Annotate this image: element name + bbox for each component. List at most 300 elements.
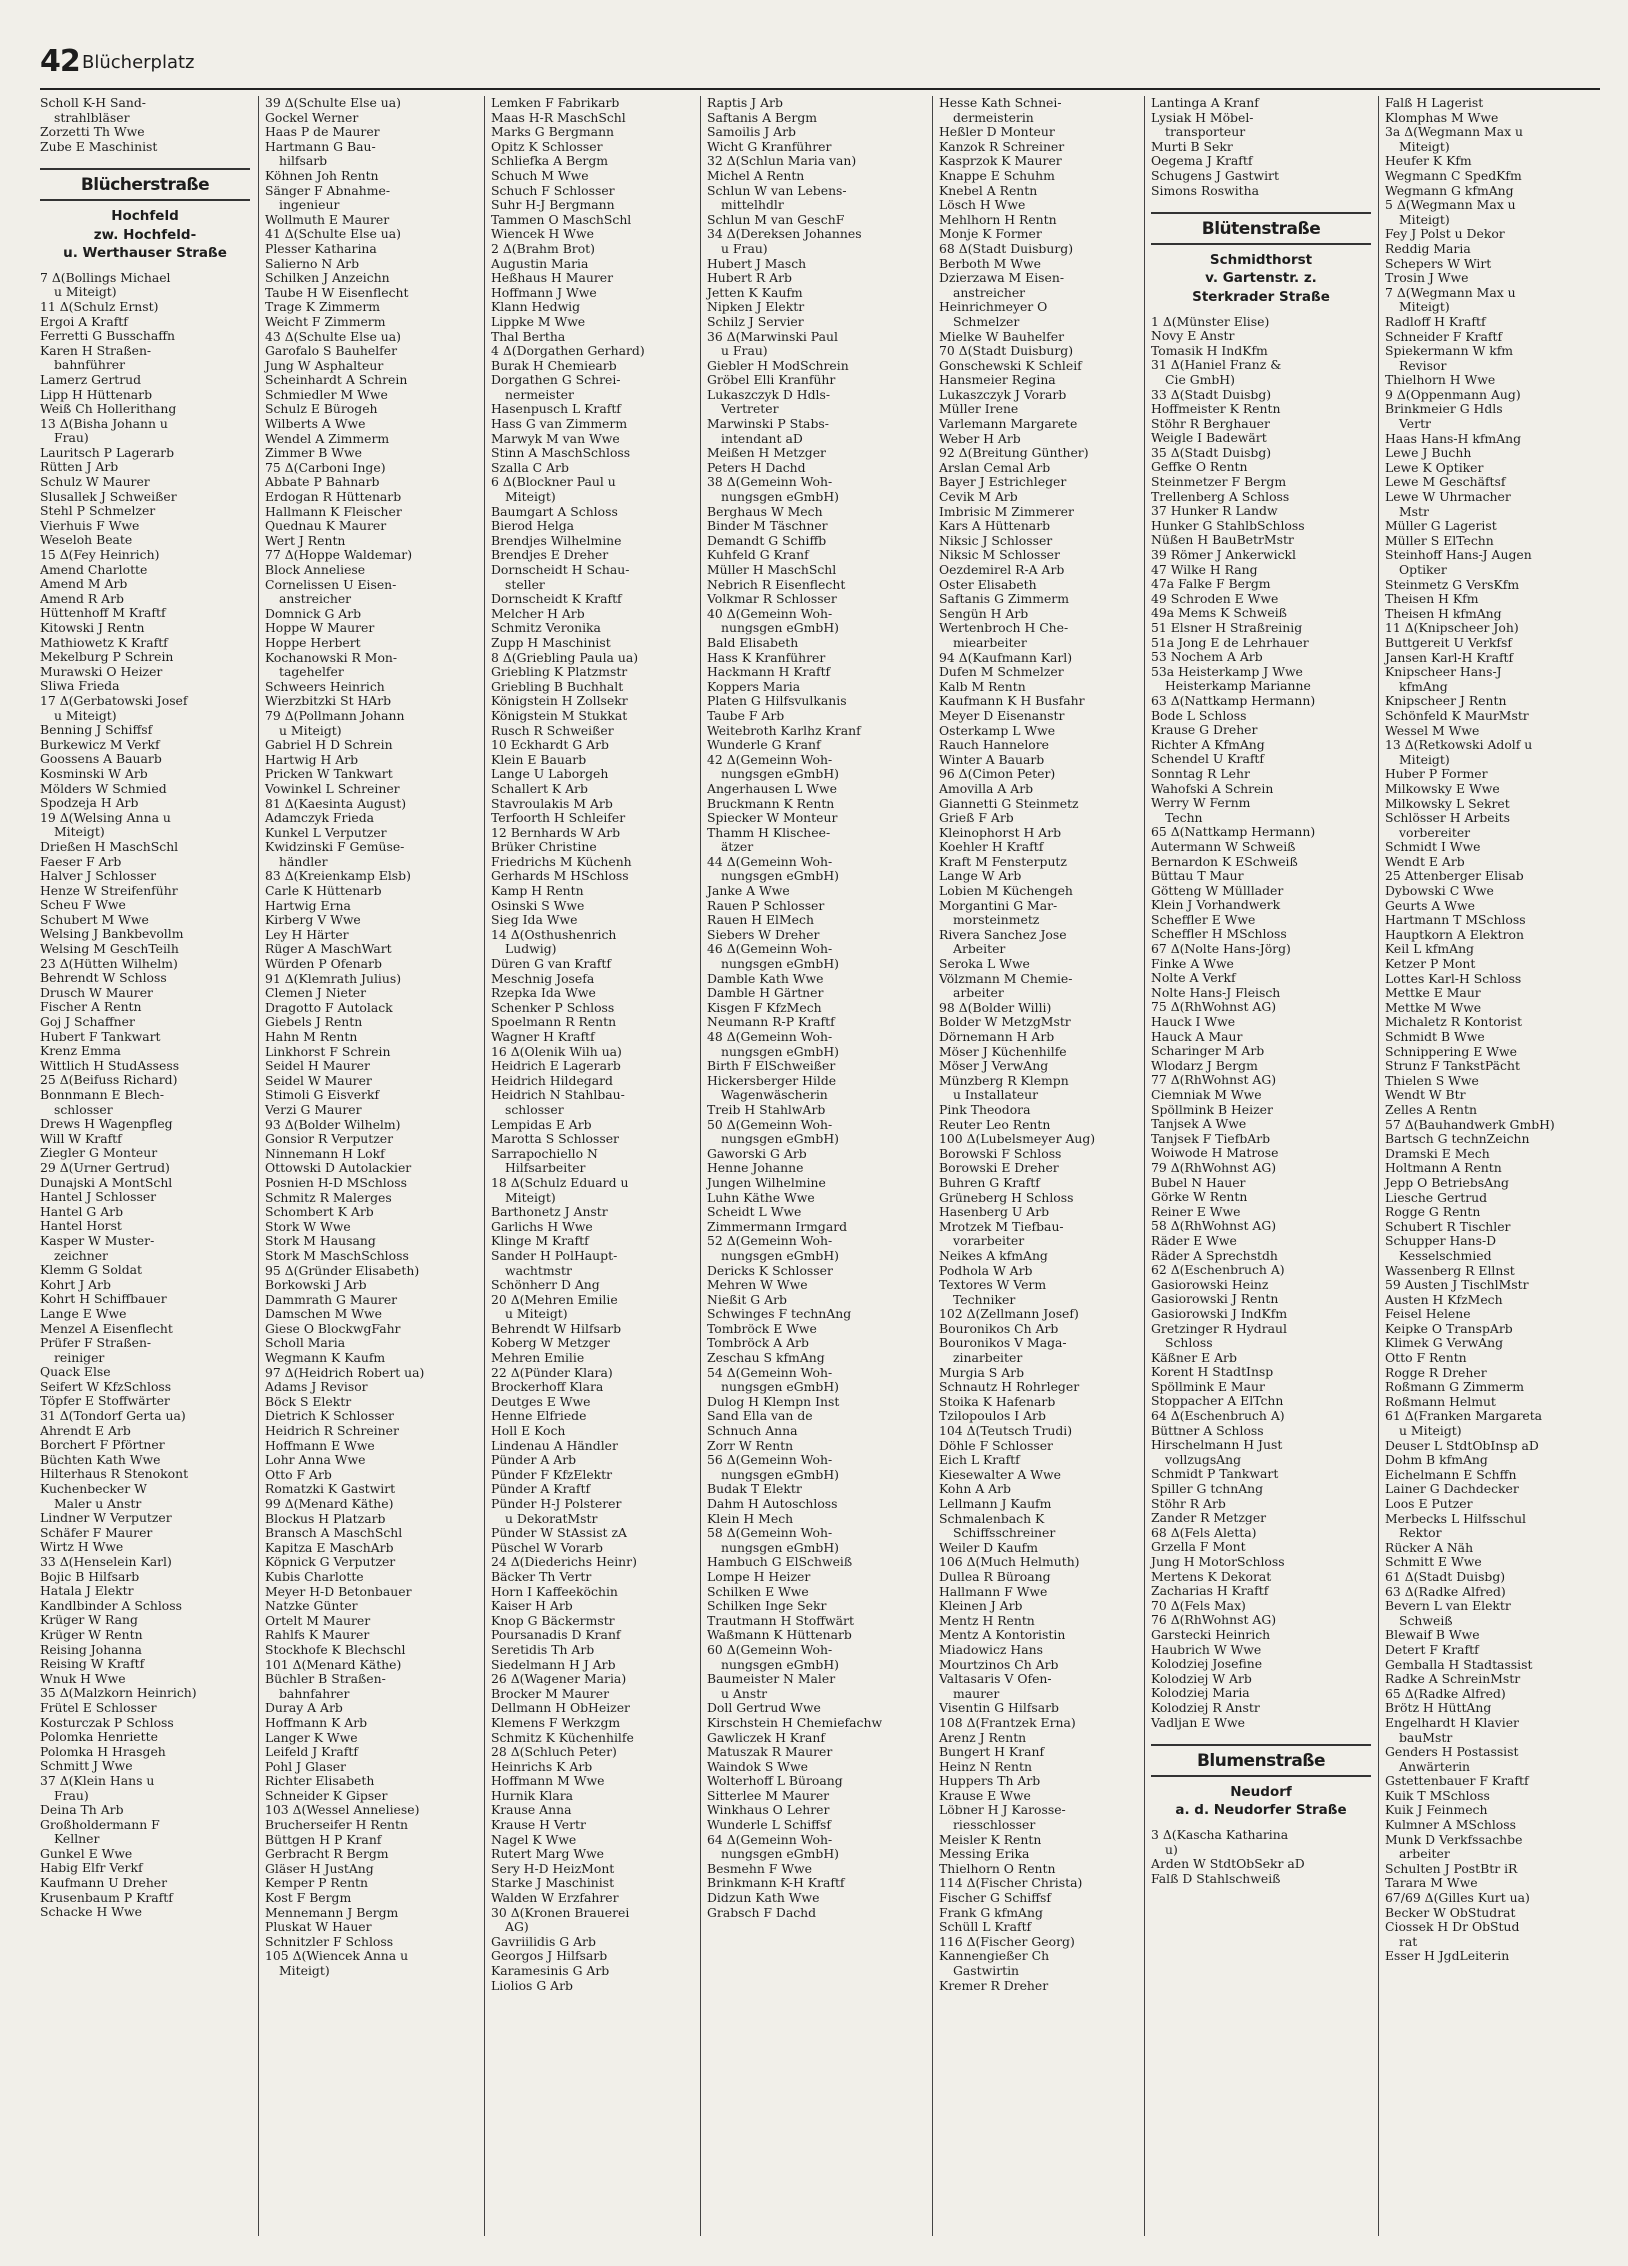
directory-entry: Thielen S Wwe: [1385, 1072, 1479, 1088]
directory-entry: Königstein M Stukkat: [491, 707, 628, 723]
directory-entry: 35 Δ(Stadt Duisbg): [1151, 444, 1272, 460]
directory-entry-continuation: Vertr: [1399, 416, 1431, 432]
directory-entry: Kremer R Dreher: [939, 1977, 1049, 1993]
directory-entry: Lösch H Wwe: [939, 197, 1026, 213]
directory-entry: Kuhfeld G Kranf: [707, 547, 809, 563]
directory-entry: Giebels J Rentn: [265, 1014, 363, 1030]
directory-entry-continuation: schlosser: [505, 1101, 564, 1117]
directory-entry: Kasprzok K Maurer: [939, 153, 1062, 169]
directory-entry: Dietrich K Schlosser: [265, 1408, 394, 1424]
directory-entry-continuation: anstreicher: [279, 591, 352, 607]
directory-entry: Gonschewski K Schleif: [939, 357, 1082, 373]
directory-entry: Döhle F Schlosser: [939, 1437, 1053, 1453]
directory-entry: Kochanowski R Mon-: [265, 649, 398, 665]
directory-entry: Wollmuth E Maurer: [265, 211, 390, 227]
directory-entry: Hantel G Arb: [40, 1203, 124, 1219]
directory-entry: Burkewicz M Verkf: [40, 736, 160, 752]
directory-entry: Mourtzinos Ch Arb: [939, 1656, 1059, 1672]
directory-entry-continuation: Anwärterin: [1399, 1758, 1471, 1774]
directory-entry-continuation: Kellner: [54, 1831, 100, 1847]
directory-entry: Mekelburg P Schrein: [40, 649, 174, 665]
directory-entry: Tammen O MaschSchl: [491, 211, 632, 227]
directory-entry: 77 Δ(Hoppe Waldemar): [265, 547, 413, 563]
directory-entry-continuation: reiniger: [54, 1349, 105, 1365]
directory-entry: 68 Δ(Stadt Duisburg): [939, 240, 1074, 256]
directory-entry: Taube F Arb: [707, 707, 785, 723]
directory-entry-continuation: nungsgen eGmbH): [721, 1656, 839, 1672]
directory-entry: Bubel N Hauer: [1151, 1174, 1246, 1190]
directory-entry: Giese O BlockwgFahr: [265, 1320, 401, 1336]
directory-entry: Schuch F Schlosser: [491, 182, 615, 198]
directory-entry: 99 Δ(Menard Käthe): [265, 1496, 394, 1511]
page-running-title: Blücherplatz: [82, 52, 195, 73]
directory-entry: Lamerz Gertrud: [40, 371, 142, 387]
directory-entry: Walden W Erzfahrer: [491, 1890, 619, 1906]
directory-entry-continuation: händler: [279, 853, 328, 869]
directory-entry: Blockus H Platzarb: [265, 1510, 386, 1526]
directory-entry: Schüll L Kraftf: [939, 1919, 1032, 1935]
directory-entry: 46 Δ(Gemeinn Woh-: [707, 941, 833, 957]
directory-entry: 44 Δ(Gemeinn Woh-: [707, 853, 833, 869]
directory-entry: Griebling K Platzmstr: [491, 664, 628, 680]
directory-entry: Volkmar R Schlosser: [707, 591, 837, 607]
directory-entry-continuation: Wagenwäscherin: [721, 1087, 828, 1103]
directory-entry: 26 Δ(Wagener Maria): [491, 1671, 627, 1687]
directory-entry: Schmitt J Wwe: [40, 1758, 133, 1774]
directory-entry: Adamczyk Frieda: [265, 810, 375, 826]
directory-entry: Kohn A Arb: [939, 1481, 1011, 1497]
directory-entry-continuation: Schiffsschreiner: [953, 1525, 1056, 1541]
directory-entry: Otto F Arb: [265, 1466, 332, 1482]
directory-entry: Schlösser H Arbeits: [1385, 810, 1510, 826]
directory-entry: Borowski F Schloss: [939, 1145, 1062, 1161]
directory-entry: Seretidis Th Arb: [491, 1641, 595, 1657]
directory-entry: Blewaif B Wwe: [1385, 1627, 1480, 1643]
directory-entry: Genders H Postassist: [1385, 1744, 1519, 1760]
directory-entry: Bierod Helga: [491, 518, 575, 534]
directory-entry-continuation: nungsgen eGmbH): [721, 956, 839, 972]
directory-entry-continuation: Miteigt): [505, 1189, 556, 1205]
directory-entry-continuation: nungsgen eGmbH): [721, 1043, 839, 1059]
directory-entry: Vadljan E Wwe: [1151, 1714, 1245, 1730]
directory-entry-continuation: u Miteigt): [1399, 1423, 1462, 1439]
directory-entry: 83 Δ(Kreienkamp Elsb): [265, 868, 411, 884]
directory-entry: Wassenberg R Ellnst: [1385, 1262, 1515, 1278]
directory-entry: Angerhausen L Wwe: [707, 780, 837, 796]
directory-entry: Behrendt W Hilfsarb: [491, 1320, 622, 1336]
directory-entry: Kitowski J Rentn: [40, 620, 145, 635]
directory-entry: Großholdermann F: [40, 1816, 160, 1832]
directory-entry: Schepers W Wirt: [1385, 255, 1492, 271]
directory-entry: Liesche Gertrud: [1385, 1189, 1488, 1205]
directory-entry: Welsing M GeschTeilh: [40, 941, 179, 957]
directory-entry: Lempidas E Arb: [491, 1116, 592, 1132]
directory-entry: 70 Δ(Stadt Duisburg): [939, 343, 1074, 359]
directory-entry: Nipken J Elektr: [707, 299, 805, 315]
directory-entry: Romatzki K Gastwirt: [265, 1481, 396, 1497]
directory-entry: Bonnmann E Blech-: [40, 1087, 165, 1102]
directory-entry-continuation: riesschlosser: [953, 1817, 1036, 1833]
directory-entry: Schmitz K Küchenhilfe: [491, 1729, 634, 1745]
directory-entry: Richter A KfmAng: [1151, 736, 1265, 752]
directory-entry: Spoelmann R Rentn: [491, 1014, 617, 1030]
directory-entry: Suhr H-J Bergmann: [491, 197, 615, 213]
directory-entry: Hass G van Zimmerm: [491, 416, 628, 432]
directory-entry: Spiekermann W kfm: [1385, 343, 1514, 359]
directory-entry: 32 Δ(Schlun Maria van): [707, 153, 857, 169]
directory-entry: 53 Nochem A Arb: [1151, 649, 1263, 665]
directory-entry: Stoppacher A ElTchn: [1151, 1393, 1284, 1409]
directory-entry: Hansmeier Regina: [939, 372, 1056, 388]
directory-entry: Schweers Heinrich: [265, 678, 385, 694]
directory-entry-continuation: Gastwirtin: [953, 1963, 1020, 1978]
directory-entry: 58 Δ(RhWohnst AG): [1151, 1218, 1277, 1234]
directory-entry: Dufen M Schmelzer: [939, 664, 1064, 680]
directory-entry: 81 Δ(Kaesinta August): [265, 795, 407, 811]
directory-entry: Scheffler H MSchloss: [1151, 926, 1287, 942]
directory-entry: Henze W Streifenführ: [40, 882, 178, 898]
directory-entry: Hackmann H Kraftf: [707, 664, 831, 680]
directory-entry: Bungert H Kranf: [939, 1744, 1045, 1760]
directory-entry: Poursanadis D Kranf: [491, 1627, 621, 1643]
directory-entry: Kunkel L Verputzer: [265, 824, 387, 840]
directory-entry: Eichelmann E Schffn: [1385, 1466, 1517, 1482]
directory-entry: Kost F Bergm: [265, 1890, 352, 1906]
directory-entry: 3a Δ(Wegmann Max u: [1385, 124, 1523, 140]
directory-entry: Imbrisic M Zimmerer: [939, 503, 1074, 519]
directory-entry: 64 Δ(Gemeinn Woh-: [707, 1831, 833, 1847]
directory-column-6: [1144, 96, 1371, 2236]
directory-entry: Münzberg R Klempn: [939, 1072, 1069, 1088]
directory-entry-continuation: nungsgen eGmbH): [721, 620, 839, 636]
directory-entry: Hartwig Erna: [265, 897, 351, 913]
directory-entry: Lellmann J Kaufm: [939, 1496, 1052, 1511]
directory-entry: Karen H Straßen-: [40, 342, 152, 358]
directory-entry: 62 Δ(Eschenbruch A): [1151, 1262, 1285, 1278]
directory-entry-continuation: Miteigt): [54, 824, 105, 840]
directory-entry: Polomka H Hrasgeh: [40, 1743, 166, 1759]
directory-entry: Weigle I Badewärt: [1151, 430, 1267, 446]
directory-entry: Carle K Hüttenarb: [265, 883, 382, 899]
directory-entry: Weiß Ch Hollerithang: [40, 401, 177, 417]
directory-entry: Gemballa H Stadtassist: [1385, 1656, 1533, 1672]
directory-entry: 7 Δ(Wegmann Max u: [1385, 284, 1516, 300]
directory-entry: Stöhr R Arb: [1151, 1495, 1226, 1511]
directory-entry: Becker W ObStudrat: [1385, 1904, 1516, 1920]
directory-entry: 16 Δ(Olenik Wilh ua): [491, 1043, 622, 1059]
directory-entry: Esser H JgdLeiterin: [1385, 1948, 1510, 1964]
directory-entry: Dornscheidt K Kraftf: [491, 591, 622, 607]
directory-entry: Osinski S Wwe: [491, 897, 585, 913]
directory-entry: Ley H Härter: [265, 926, 349, 942]
district-subheader: zw. Hochfeld-: [93, 226, 197, 243]
directory-entry: 7 Δ(Bollings Michael: [40, 269, 171, 285]
directory-entry: Finke A Wwe: [1151, 955, 1234, 971]
directory-entry: Meisler K Rentn: [939, 1831, 1042, 1847]
directory-entry: Sery H-D HeizMont: [491, 1860, 615, 1876]
directory-entry: Gonsior R Verputzer: [265, 1131, 393, 1147]
directory-entry: Neumann R-P Kraftf: [707, 1014, 835, 1030]
directory-entry: 17 Δ(Gerbatowski Josef: [40, 692, 188, 708]
directory-entry: Falß D Stahlschweiß: [1151, 1870, 1281, 1886]
directory-entry: Keipke O TranspArb: [1385, 1320, 1513, 1336]
directory-entry: 56 Δ(Gemeinn Woh-: [707, 1452, 833, 1468]
directory-entry: Michaletz R Kontorist: [1385, 1014, 1522, 1030]
directory-entry: Holl E Koch: [491, 1423, 566, 1439]
directory-entry: Habig Elfr Verkf: [40, 1860, 143, 1876]
directory-entry-continuation: Ludwig): [505, 941, 557, 957]
directory-entry: Schnitzler F Schloss: [265, 1933, 394, 1949]
directory-entry: Seidel H Maurer: [265, 1058, 370, 1074]
directory-entry: Buttgereit U Verkfsf: [1385, 634, 1512, 650]
directory-entry-continuation: u Anstr: [721, 1685, 768, 1701]
directory-entry: Pünder A Arb: [491, 1452, 577, 1468]
directory-entry: Steinhoff Hans-J Augen: [1385, 547, 1532, 563]
directory-entry: Mettke M Wwe: [1385, 999, 1482, 1015]
directory-entry: Hurnik Klara: [491, 1787, 574, 1803]
directory-entry: Schacke H Wwe: [40, 1904, 142, 1920]
directory-entry: 15 Δ(Fey Heinrich): [40, 547, 160, 563]
directory-entry: 67 Δ(Nolte Hans-Jörg): [1151, 941, 1291, 957]
directory-entry: Schlun W van Lebens-: [707, 182, 847, 198]
directory-entry: Hartmann G Bau-: [265, 138, 376, 154]
directory-entry: Wert J Rentn: [265, 532, 346, 548]
directory-entry: Terfoorth H Schleifer: [491, 810, 626, 826]
directory-entry: Horn I Kaffeeköchin: [491, 1583, 618, 1599]
directory-entry: Thamm H Klischee-: [707, 824, 831, 840]
directory-entry: Murti B Sekr: [1151, 138, 1233, 154]
directory-entry: Erdogan R Hüttenarb: [265, 489, 402, 505]
directory-entry: Wegmann C SpedKfm: [1385, 167, 1522, 183]
directory-entry: Schnuch Anna: [707, 1423, 798, 1439]
directory-entry: 105 Δ(Wiencek Anna u: [265, 1948, 409, 1964]
directory-entry: Lompe H Heizer: [707, 1568, 811, 1584]
directory-entry: Adams J Revisor: [265, 1379, 368, 1395]
directory-entry: Melcher H Arb: [491, 605, 585, 621]
directory-entry-continuation: bahnführer: [54, 357, 126, 373]
page-header: [40, 44, 1600, 90]
directory-entry: Hunker G StahlbSchloss: [1151, 517, 1305, 533]
directory-entry: Gockel Werner: [265, 109, 359, 125]
directory-entry: Rivera Sanchez Jose: [939, 926, 1067, 942]
directory-entry: Kalb M Rentn: [939, 678, 1026, 694]
directory-entry: Doll Gertrud Wwe: [707, 1700, 821, 1716]
directory-entry: Rogge R Dreher: [1385, 1364, 1487, 1380]
directory-entry: Vierhuis F Wwe: [40, 517, 140, 533]
directory-entry: Dohm B kfmAng: [1385, 1452, 1488, 1468]
directory-entry: Geurts A Wwe: [1385, 897, 1475, 913]
directory-entry: Lainer G Dachdecker: [1385, 1481, 1519, 1497]
directory-entry-continuation: nermeister: [505, 386, 574, 402]
directory-entry: 42 Δ(Gemeinn Woh-: [707, 751, 833, 767]
directory-entry: Koberg W Metzger: [491, 1335, 610, 1351]
directory-entry: Kolodziej Josefine: [1151, 1656, 1263, 1672]
directory-entry: Sand Ella van de: [707, 1408, 813, 1424]
directory-entry: Lobien M Küchengeh: [939, 883, 1073, 899]
directory-entry-continuation: hilfsarb: [279, 153, 328, 169]
directory-entry: Köpnick G Verputzer: [265, 1554, 396, 1570]
directory-entry: Hantel Horst: [40, 1218, 122, 1234]
directory-entry: Lauritsch P Lagerarb: [40, 444, 174, 460]
directory-entry: Kohrt H Schiffbauer: [40, 1291, 167, 1307]
directory-entry: Thielhorn O Rentn: [939, 1860, 1056, 1876]
directory-entry: Schulz E Bürogeh: [265, 401, 378, 417]
directory-entry: Schilken Inge Sekr: [707, 1598, 827, 1614]
directory-entry: Novy E Anstr: [1151, 328, 1235, 344]
directory-entry: 75 Δ(RhWohnst AG): [1151, 999, 1277, 1015]
directory-entry: Hauptkorn A Elektron: [1385, 926, 1524, 942]
directory-entry: Büchten Kath Wwe: [40, 1451, 161, 1467]
directory-entry: Woiwode H Matrose: [1151, 1145, 1279, 1161]
directory-entry: Spöllmink B Heizer: [1151, 1101, 1273, 1117]
directory-entry: 93 Δ(Bolder Wilhelm): [265, 1116, 401, 1132]
directory-entry: Taube H W Eisenflecht: [265, 284, 409, 300]
directory-entry-continuation: arbeiter: [953, 985, 1004, 1001]
directory-entry: Richter Elisabeth: [265, 1773, 375, 1789]
directory-entry: 52 Δ(Gemeinn Woh-: [707, 1233, 833, 1249]
directory-entry: Miadowicz Hans: [939, 1641, 1043, 1657]
directory-entry: Borowski E Dreher: [939, 1160, 1059, 1176]
directory-entry: 13 Δ(Bisha Johann u: [40, 415, 168, 431]
directory-entry: Hoffmann M Wwe: [491, 1773, 605, 1789]
directory-entry: 3 Δ(Kascha Katharina: [1151, 1826, 1289, 1842]
directory-entry: Schombert K Arb: [265, 1204, 374, 1220]
directory-entry: Merbecks L Hilfsschul: [1385, 1510, 1527, 1526]
directory-entry: Demandt G Schiffb: [707, 532, 827, 548]
directory-entry: Scheinhardt A Schrein: [265, 372, 408, 388]
directory-column-7: [1378, 96, 1601, 2236]
directory-entry: Kapitza E MaschArb: [265, 1539, 394, 1555]
directory-entry: Wnuk H Wwe: [40, 1670, 126, 1686]
directory-entry: 39 Römer J Ankerwickl: [1151, 547, 1297, 563]
directory-entry: Schallert K Arb: [491, 780, 588, 796]
directory-entry: Sitterlee M Maurer: [707, 1787, 830, 1803]
directory-entry: Haas Hans-H kfmAng: [1385, 430, 1522, 446]
directory-entry: Lange W Arb: [939, 868, 1022, 884]
directory-entry: Heidrich N Stahlbau-: [491, 1087, 625, 1103]
directory-entry-continuation: Frau): [54, 430, 89, 446]
directory-entry-continuation: Schmelzer: [953, 313, 1020, 329]
directory-entry: Brinkmann K-H Kraftf: [707, 1875, 845, 1891]
directory-entry: 102 Δ(Zellmann Josef): [939, 1306, 1079, 1322]
directory-entry: Gröbel Elli Kranführ: [707, 372, 836, 388]
directory-entry: Schmidt P Tankwart: [1151, 1466, 1279, 1482]
directory-entry: Dulog H Klempn Inst: [707, 1393, 840, 1409]
directory-entry-continuation: nungsgen eGmbH): [721, 1379, 839, 1395]
directory-entry: Lindner W Verputzer: [40, 1510, 172, 1526]
directory-entry: Quednau K Maurer: [265, 518, 387, 534]
directory-entry: Feisel Helene: [1385, 1306, 1471, 1322]
directory-entry: Schwinges F technAng: [707, 1306, 852, 1322]
directory-entry: 20 Δ(Mehren Emilie: [491, 1291, 618, 1307]
directory-entry: Kaiser H Arb: [491, 1598, 573, 1614]
directory-entry: Drusch W Maurer: [40, 984, 153, 1000]
directory-entry-continuation: Heisterkamp Marianne: [1165, 678, 1311, 694]
directory-entry: Krüger W Rentn: [40, 1626, 143, 1642]
directory-entry: Kirschstein H Chemiefachw: [707, 1714, 883, 1730]
directory-entry-continuation: tagehelfer: [279, 664, 344, 680]
directory-entry: Schulten J PostBtr iR: [1385, 1860, 1518, 1876]
directory-entry: Sengün H Arb: [939, 605, 1029, 621]
directory-entry: 1 Δ(Münster Elise): [1151, 313, 1270, 329]
directory-entry: Heinrichmeyer O: [939, 299, 1048, 315]
directory-entry-continuation: strahlbläser: [54, 109, 130, 125]
directory-entry: Schulz W Maurer: [40, 474, 150, 490]
directory-entry: Thielhorn H Wwe: [1385, 372, 1496, 388]
directory-entry: Düren G van Kraftf: [491, 956, 611, 972]
directory-entry: Ferretti G Busschaffn: [40, 328, 176, 344]
directory-entry: Räder E Wwe: [1151, 1232, 1237, 1248]
directory-entry: Radke A SchreinMstr: [1385, 1671, 1521, 1687]
directory-entry: Neikes A kfmAng: [939, 1247, 1048, 1263]
directory-entry: Kasper W Muster-: [40, 1232, 155, 1248]
directory-entry: Schmidt I Wwe: [1385, 839, 1481, 855]
directory-entry: Wicht G Kranführer: [707, 138, 832, 154]
directory-entry: Mettke E Maur: [1385, 985, 1481, 1001]
directory-entry: Hartmann T MSchloss: [1385, 912, 1526, 928]
directory-entry: Schenker P Schloss: [491, 999, 615, 1015]
directory-entry: Scheffler E Wwe: [1151, 911, 1256, 927]
directory-entry: Deina Th Arb: [40, 1802, 124, 1818]
directory-entry: Heßler D Monteur: [939, 124, 1055, 140]
directory-entry: Bouronikos Ch Arb: [939, 1320, 1059, 1336]
directory-entry: Kemper P Rentn: [265, 1875, 369, 1891]
directory-entry: Krause G Dreher: [1151, 722, 1258, 738]
directory-entry: Ahrendt E Arb: [40, 1422, 131, 1438]
directory-entry: 79 Δ(RhWohnst AG): [1151, 1159, 1277, 1175]
directory-entry: Brüker Christine: [491, 839, 597, 855]
directory-entry: Stork W Wwe: [265, 1218, 351, 1234]
directory-entry: Gaworski G Arb: [707, 1145, 807, 1161]
directory-entry: Damschen M Wwe: [265, 1306, 382, 1322]
directory-entry: Theisen H kfmAng: [1385, 605, 1502, 621]
directory-entry: Amovilla A Arb: [939, 780, 1034, 796]
directory-entry: Wlodarz J Bergm: [1151, 1057, 1258, 1073]
directory-entry: 64 Δ(Eschenbruch A): [1151, 1408, 1285, 1424]
directory-entry: Hirschelmann H Just: [1151, 1437, 1283, 1453]
directory-entry: Plesser Katharina: [265, 240, 377, 256]
directory-entry: Klemens F Werkzgm: [491, 1714, 621, 1730]
directory-entry: Wunderle G Kranf: [707, 737, 821, 753]
directory-entry: Ciossek H Dr ObStud: [1385, 1919, 1520, 1935]
directory-entry: Steinmetz G VersKfm: [1385, 576, 1520, 592]
directory-entry-continuation: u Installateur: [953, 1087, 1039, 1103]
directory-entry: Arenz J Rentn: [939, 1729, 1027, 1745]
directory-entry: Detert F Kraftf: [1385, 1641, 1479, 1657]
directory-entry: 39 Δ(Schulte Else ua): [265, 96, 401, 110]
directory-entry: Damble Kath Wwe: [707, 970, 824, 986]
directory-entry: Hasenberg U Arb: [939, 1204, 1050, 1220]
directory-entry: Murgia S Arb: [939, 1364, 1025, 1380]
directory-entry: Borkowski J Arb: [265, 1277, 367, 1293]
directory-entry: Halver J Schlosser: [40, 868, 157, 884]
directory-entry-continuation: Optiker: [1399, 562, 1447, 577]
directory-entry: Pink Theodora: [939, 1101, 1031, 1117]
directory-entry: Oegema J Kraftf: [1151, 153, 1253, 169]
directory-entry: Rauen P Schlosser: [707, 897, 825, 913]
directory-entry: Kwidzinski F Gemüse-: [265, 839, 405, 855]
directory-entry: Pünder F KfzElektr: [491, 1466, 613, 1482]
directory-entry: Hasenpusch L Kraftf: [491, 401, 621, 417]
directory-entry: Linkhorst F Schrein: [265, 1043, 391, 1059]
directory-entry: Dzierzawa M Eisen-: [939, 270, 1065, 286]
directory-entry: Tombröck A Arb: [707, 1335, 809, 1351]
directory-entry: Welsing J Bankbevollm: [40, 926, 184, 942]
directory-entry: Müller G Lagerist: [1385, 518, 1497, 534]
directory-entry: Dammrath G Maurer: [265, 1291, 398, 1307]
directory-entry: Schmitz R Malerges: [265, 1189, 392, 1205]
directory-entry-continuation: Techn: [1165, 809, 1203, 825]
